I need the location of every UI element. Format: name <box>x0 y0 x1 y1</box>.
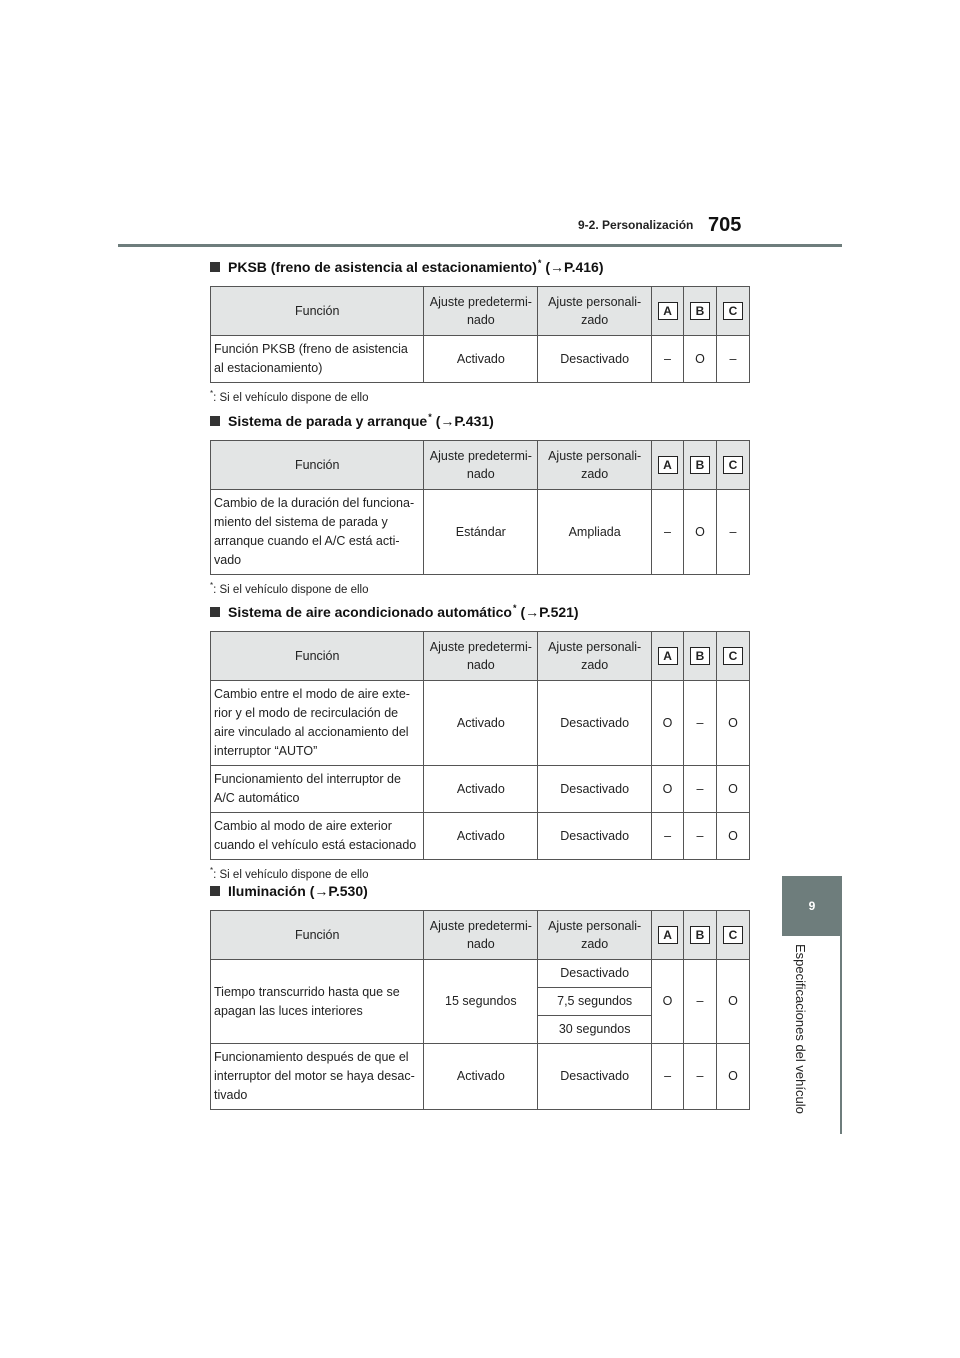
header-default: Ajuste predetermi-nado <box>424 441 538 490</box>
table-row <box>211 1044 750 1110</box>
page-number: 705 <box>708 214 742 236</box>
cell-function: Tiempo transcurrido hasta que se apagan las luces interiores <box>211 960 424 1044</box>
cell-a: – <box>652 336 684 383</box>
cell-b: – <box>684 813 717 860</box>
cell-custom: Ampliada <box>538 490 652 575</box>
chapter-tab <box>782 876 842 936</box>
cell-b: – <box>684 766 717 813</box>
heading-title: PKSB (freno de asistencia al estacionamiento) <box>228 259 537 275</box>
footnote: *: Si el vehículo dispone de ello <box>210 389 369 404</box>
table-row <box>211 766 750 813</box>
table-row <box>211 681 750 766</box>
letter-a-icon: A <box>658 647 678 665</box>
cell-custom: Desactivado <box>538 336 652 383</box>
table-header-row <box>211 632 750 681</box>
settings-table <box>210 440 750 575</box>
header-b <box>684 632 717 681</box>
cell-function: Cambio al modo de aire exterior cuando el vehículo está estacionado <box>211 813 424 860</box>
section-heading <box>210 601 750 623</box>
asterisk: * <box>512 603 517 613</box>
letter-c-icon: C <box>723 302 743 320</box>
page-reference: (→P.431) <box>435 413 494 429</box>
header-function: Función <box>211 287 424 336</box>
asterisk: * <box>428 412 432 422</box>
section-illumination <box>210 880 750 1110</box>
cell-custom: Desactivado <box>538 1044 652 1110</box>
header-rule <box>118 244 842 247</box>
header-function: Función <box>211 911 424 960</box>
cell-c: O <box>717 813 750 860</box>
footnote: *: Si el vehículo dispone de ello <box>210 581 369 596</box>
cell-default: Activado <box>424 813 538 860</box>
header-custom: Ajuste personali-zado <box>538 911 652 960</box>
cell-default: 15 segundos <box>424 960 538 1044</box>
header-custom: Ajuste personali-zado <box>538 632 652 681</box>
cell-custom-option: 30 segundos <box>538 1016 652 1044</box>
header-c <box>716 287 749 336</box>
cell-c: O <box>717 681 750 766</box>
settings-table <box>210 631 750 860</box>
cell-b: O <box>684 490 717 575</box>
table-header-row <box>211 911 750 960</box>
cell-default: Activado <box>424 336 538 383</box>
heading-title: Sistema de aire acondicionado automático <box>228 604 512 620</box>
header-a <box>652 287 684 336</box>
page-reference: (→P.521) <box>520 604 579 620</box>
header-a <box>652 441 684 490</box>
letter-b-icon: B <box>690 647 710 665</box>
footnote: *: Si el vehículo dispone de ello <box>210 866 369 881</box>
header-a <box>652 911 684 960</box>
letter-c-icon: C <box>723 926 743 944</box>
section-title: 9-2. Personalización <box>578 218 694 232</box>
table-row <box>211 336 750 383</box>
settings-table <box>210 910 750 1110</box>
header-custom: Ajuste personali-zado <box>538 441 652 490</box>
section-auto-ac <box>210 601 750 881</box>
page-reference: (→P.530) <box>309 883 368 899</box>
header-c <box>716 441 749 490</box>
table-header-row <box>211 441 750 490</box>
chapter-number: 9 <box>808 899 816 913</box>
section-heading <box>210 256 750 278</box>
letter-b-icon: B <box>690 926 710 944</box>
asterisk: * <box>537 258 542 268</box>
cell-a: O <box>652 681 684 766</box>
chapter-title: Especificaciones del vehículo <box>793 944 808 1114</box>
cell-custom-option: 7,5 segundos <box>538 988 652 1016</box>
header-c <box>717 911 750 960</box>
header-b <box>684 287 717 336</box>
table-row <box>211 490 750 575</box>
cell-function: Función PKSB (freno de asistencia al estacionamiento) <box>211 336 424 383</box>
section-stop-start <box>210 410 750 596</box>
cell-a: O <box>652 960 684 1044</box>
header-function: Función <box>211 632 424 681</box>
cell-b: – <box>684 1044 717 1110</box>
bullet-square-icon <box>210 262 220 272</box>
letter-a-icon: A <box>658 456 678 474</box>
header-a <box>652 632 684 681</box>
heading-title: Iluminación <box>228 883 306 899</box>
cell-b: O <box>684 336 717 383</box>
section-pksb <box>210 256 750 404</box>
chapter-strip <box>840 876 842 1134</box>
cell-a: O <box>652 766 684 813</box>
cell-custom: Desactivado <box>538 766 652 813</box>
cell-b: – <box>684 960 717 1044</box>
header-default: Ajuste predetermi-nado <box>424 287 538 336</box>
section-heading <box>210 410 750 432</box>
heading-title: Sistema de parada y arranque <box>228 413 428 429</box>
letter-c-icon: C <box>723 456 743 474</box>
cell-a: – <box>652 813 684 860</box>
table-row <box>211 813 750 860</box>
cell-function: Cambio entre el modo de aire exte-rior y el modo de recirculación de aire vinculado al accionamiento del interruptor “AUTO” <box>211 681 424 766</box>
letter-b-icon: B <box>690 456 710 474</box>
cell-a: – <box>652 490 684 575</box>
letter-a-icon: A <box>658 926 678 944</box>
page-reference: (→P.416) <box>545 259 604 275</box>
cell-c: – <box>716 336 749 383</box>
cell-c: O <box>717 960 750 1044</box>
header-b <box>684 911 717 960</box>
bullet-square-icon <box>210 886 220 896</box>
section-heading <box>210 880 750 902</box>
settings-table <box>210 286 750 383</box>
table-row <box>211 960 750 988</box>
bullet-square-icon <box>210 607 220 617</box>
cell-default: Activado <box>424 1044 538 1110</box>
bullet-square-icon <box>210 416 220 426</box>
cell-c: O <box>717 766 750 813</box>
cell-custom: Desactivado <box>538 813 652 860</box>
cell-function: Funcionamiento del interruptor de A/C automático <box>211 766 424 813</box>
letter-c-icon: C <box>723 647 743 665</box>
cell-c: O <box>717 1044 750 1110</box>
cell-function: Funcionamiento después de que el interruptor del motor se haya desac-tivado <box>211 1044 424 1110</box>
table-header-row <box>211 287 750 336</box>
header-custom: Ajuste personali-zado <box>538 287 652 336</box>
cell-c: – <box>716 490 749 575</box>
header-function: Función <box>211 441 424 490</box>
cell-b: – <box>684 681 717 766</box>
header-default: Ajuste predetermi-nado <box>424 632 538 681</box>
cell-function: Cambio de la duración del funciona-miento del sistema de parada y arranque cuando el A/C está acti-vado <box>211 490 424 575</box>
cell-custom: Desactivado <box>538 681 652 766</box>
header-b <box>684 441 717 490</box>
header-default: Ajuste predetermi-nado <box>424 911 538 960</box>
cell-custom-option: Desactivado <box>538 960 652 988</box>
cell-default: Estándar <box>424 490 538 575</box>
header-c <box>717 632 750 681</box>
cell-default: Activado <box>424 766 538 813</box>
letter-b-icon: B <box>690 302 710 320</box>
cell-a: – <box>652 1044 684 1110</box>
cell-default: Activado <box>424 681 538 766</box>
letter-a-icon: A <box>658 302 678 320</box>
